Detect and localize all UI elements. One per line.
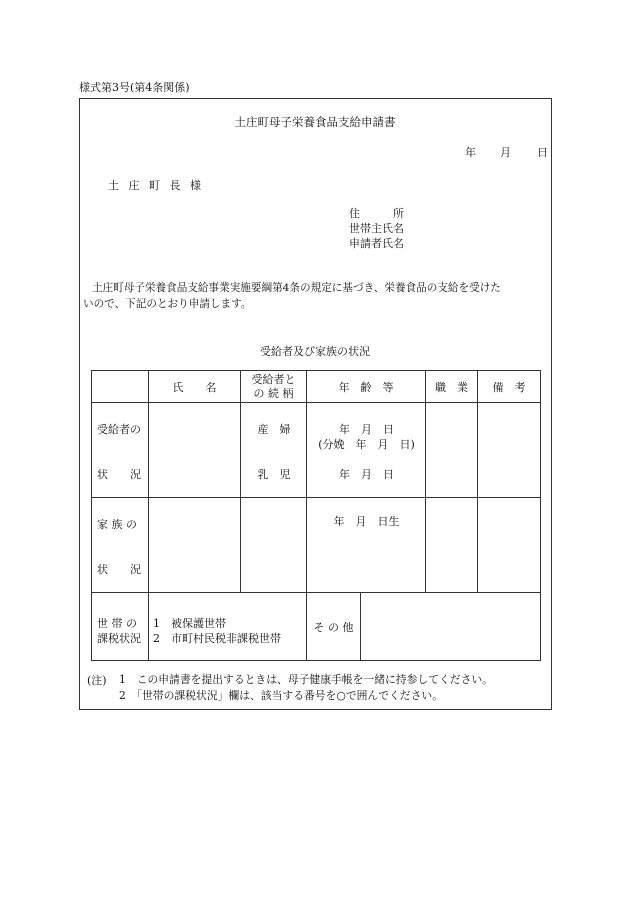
header-remarks-text: 備 考 [492,380,526,394]
family-label-bottom: 状 況 [97,563,141,576]
tax-label-cell [92,593,149,661]
recipient-remarks-cell[interactable] [478,403,541,498]
tax-options-cell [149,593,307,661]
family-occupation-cell[interactable] [426,498,478,593]
recipient-label-top: 受給者の [97,423,141,436]
date-month-label: 月 [500,146,511,159]
family-birth: 年 月 日生 [333,515,400,528]
recipient-label-bottom: 状 況 [97,468,141,481]
family-label-top: 家 族 の [97,518,137,531]
family-relation-cell[interactable] [241,498,307,593]
header-occupation [426,371,478,403]
body-text-line2: いので、下記のとおり申請します。 [83,298,252,310]
header-age-text: 年 齢 等 [338,380,394,394]
recipient-date2: (分娩 年 月 日) [318,438,415,451]
recipient-label-cell [92,403,149,498]
tax-other-label-cell [307,593,361,661]
recipient-name-cell[interactable] [149,403,241,498]
tax-other-label: そ の 他 [313,620,354,634]
header-occupation-text: 職 業 [435,380,468,394]
addressee: 土 庄 町 長 様 [108,179,201,192]
date-day-label: 日 [537,146,548,159]
recipient-mother: 産 婦 [257,423,291,436]
status-table [91,370,541,661]
recipient-infant: 乳 児 [257,468,291,481]
tax-label-bottom: 課税状況 [97,632,141,645]
tax-option-2[interactable]: 2 市町村民税非課税世帯 [153,632,281,645]
address-label: 住 所 [349,207,404,220]
form-number: 様式第3号(第4条関係) [79,81,190,94]
applicant-name-label: 申請者氏名 [349,237,404,250]
header-relation [241,371,307,403]
header-relation-line1: 受給者と [251,372,296,386]
family-label-cell [92,498,149,593]
family-remarks-cell[interactable] [478,498,541,593]
recipient-relation-cell [241,403,307,498]
body-text-line1: 土庄町母子栄養食品支給事業実施要綱第4条の規定に基づき、栄養食品の支給を受けた [92,282,501,294]
header-relation-line2: の 続 柄 [253,386,294,400]
tax-label-top: 世 帯 の [97,617,137,630]
notes-prefix: (注) [87,674,107,687]
note-1: 1 この申請書を提出するときは、母子健康手帳を一緒に持参してください。 [119,673,493,686]
date-year-label: 年 [465,146,476,159]
header-remarks [478,371,541,403]
recipient-date1: 年 月 日 [339,423,394,436]
household-head-label: 世帯主氏名 [349,222,404,235]
recipient-date3: 年 月 日 [339,468,394,481]
header-name [149,371,241,403]
table-title: 受給者及び家族の状況 [260,345,370,358]
tax-option-1[interactable]: 1 被保護世帯 [153,617,226,630]
form-title: 土庄町母子栄養食品支給申請書 [234,115,396,129]
family-name-cell[interactable] [149,498,241,593]
family-age-cell [307,498,426,593]
header-age [307,371,426,403]
header-name-text: 氏 名 [172,380,217,394]
recipient-age-cell [307,403,426,498]
header-blank-cell [92,371,149,403]
recipient-occupation-cell[interactable] [426,403,478,498]
tax-other-cell[interactable] [361,593,541,661]
note-2: 2 「世帯の課税状況」欄は、該当する番号を○で囲んでください。 [119,689,443,702]
